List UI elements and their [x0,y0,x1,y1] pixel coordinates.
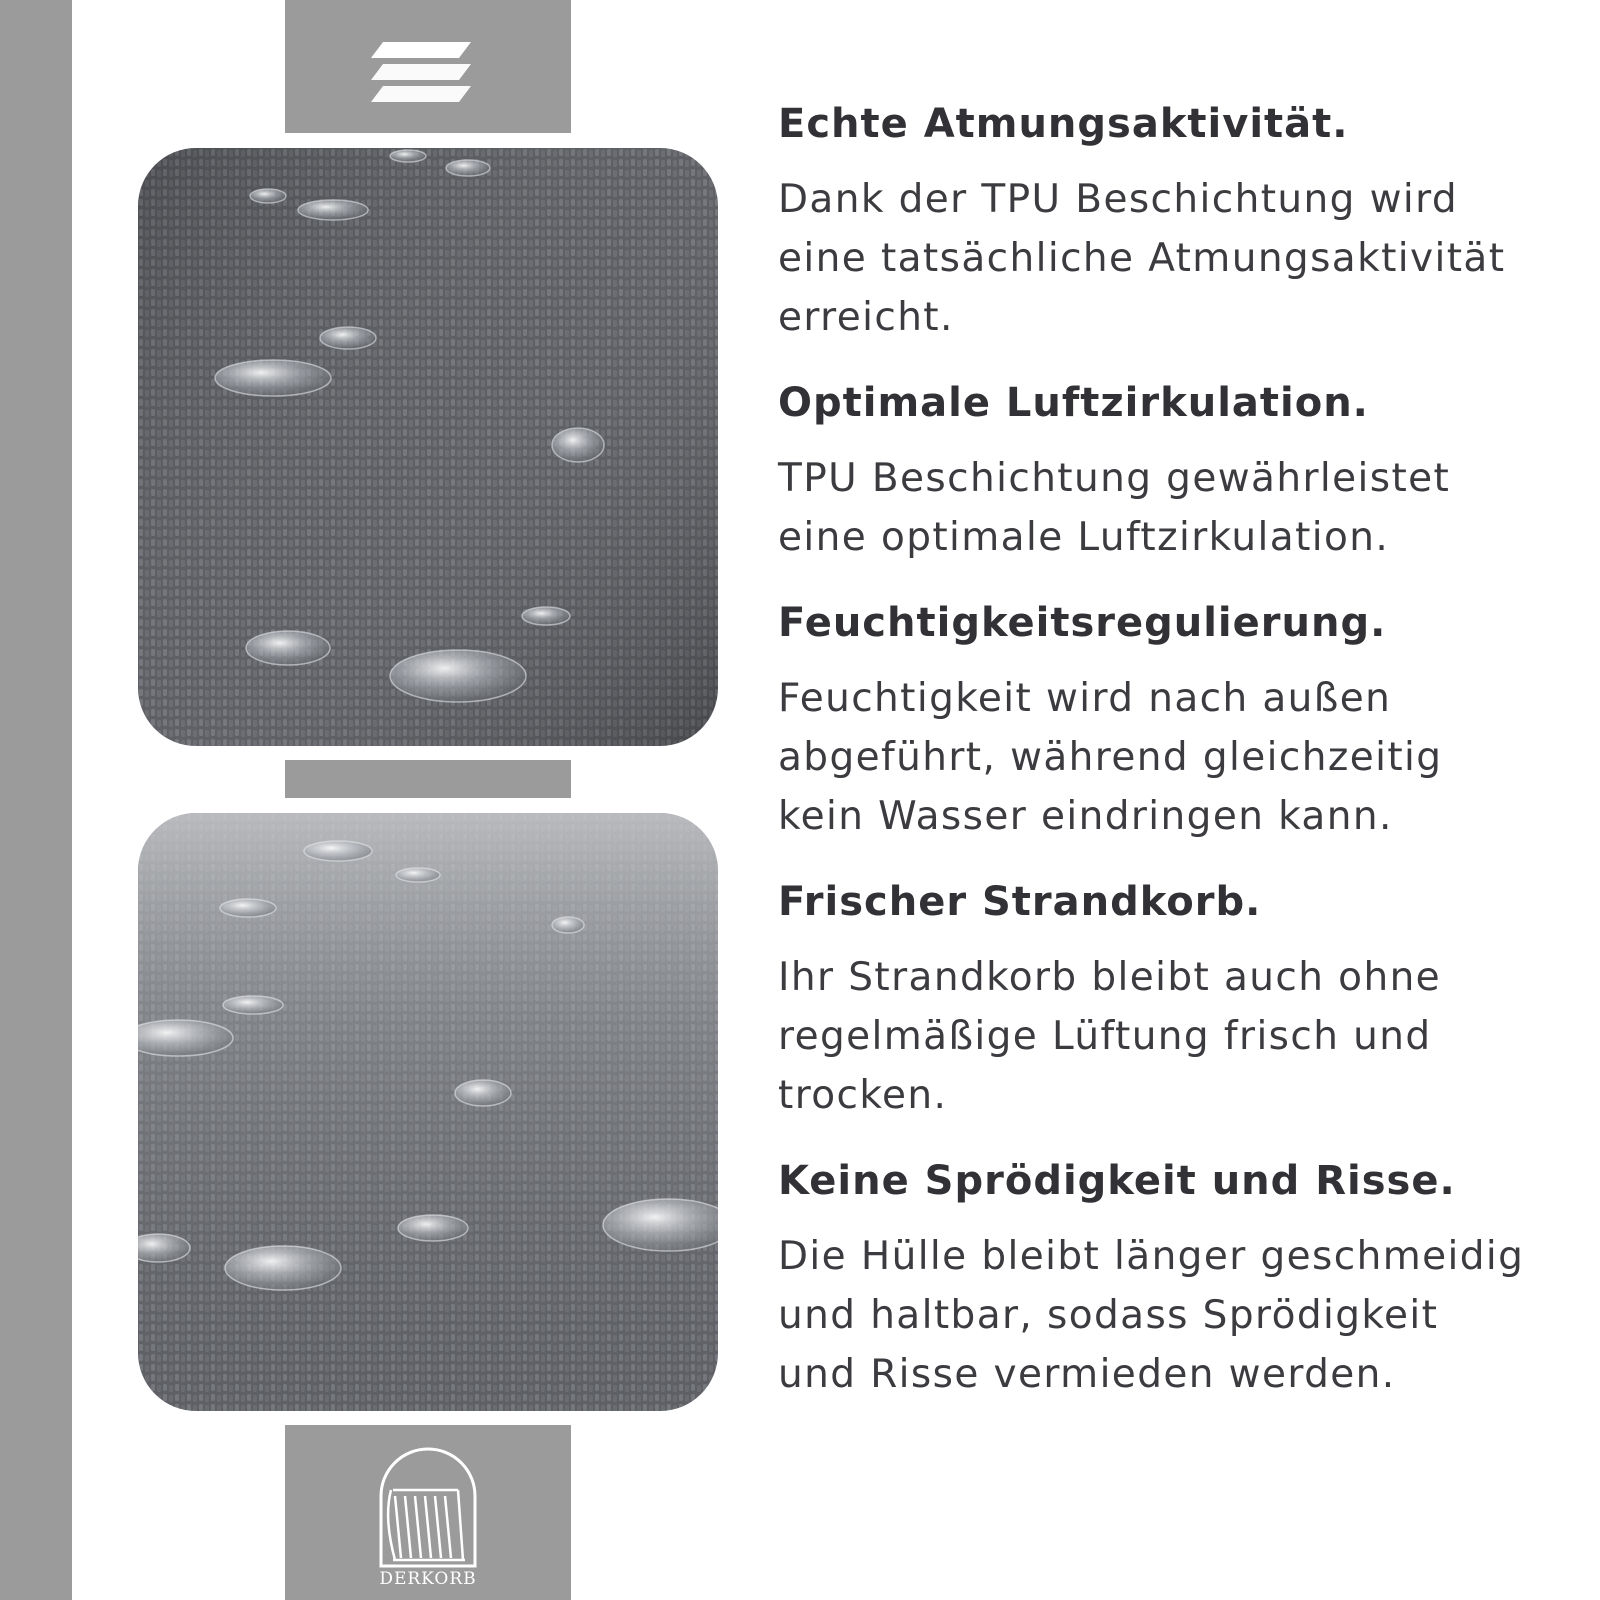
feature-line: und Risse vermieden werden. [778,1352,1396,1397]
feature-title: Feuchtigkeitsregulierung. [778,600,1387,646]
feature-line: eine tatsächliche Atmungsaktivität [778,236,1506,281]
strandkorb-logo-icon [285,1425,571,1600]
feature-no-brittleness [778,1157,1598,1404]
feature-line: Ihr Strandkorb bleibt auch ohne [778,955,1442,1000]
feature-description [778,669,1598,846]
features-column [778,100,1598,1436]
feature-description [778,170,1598,347]
feature-moisture-regulation [778,599,1598,846]
feature-title: Frischer Strandkorb. [778,879,1262,925]
feature-line: erreicht. [778,295,954,340]
feature-line: trocken. [778,1073,948,1118]
feature-line: TPU Beschichtung gewährleistet [778,456,1451,501]
left-gray-strip [0,0,72,1600]
feature-line: regelmäßige Lüftung frisch und [778,1014,1432,1059]
feature-line: eine optimale Luftzirkulation. [778,515,1390,560]
middle-gray-block [285,760,571,798]
feature-description [778,449,1598,567]
feature-line: kein Wasser eindringen kann. [778,794,1393,839]
logo-brand-text: DERKORB [379,1568,477,1588]
fabric-photo-top [138,148,718,746]
feature-description [778,948,1598,1125]
feature-line: abgeführt, während gleichzeitig [778,735,1443,780]
fabric-photo-bottom [138,813,718,1411]
feature-title: Echte Atmungsaktivität. [778,101,1349,147]
feature-line: Die Hülle bleibt länger geschmeidig [778,1234,1525,1279]
feature-air-circulation [778,379,1598,567]
feature-title: Optimale Luftzirkulation. [778,380,1369,426]
feature-description [778,1227,1598,1404]
feature-line: und haltbar, sodass Sprödigkeit [778,1293,1439,1338]
layers-icon [285,0,571,133]
feature-line: Dank der TPU Beschichtung wird [778,177,1459,222]
feature-fresh-strandkorb [778,878,1598,1125]
feature-line: Feuchtigkeit wird nach außen [778,676,1392,721]
feature-title: Keine Sprödigkeit und Risse. [778,1158,1456,1204]
feature-breathability [778,100,1598,347]
